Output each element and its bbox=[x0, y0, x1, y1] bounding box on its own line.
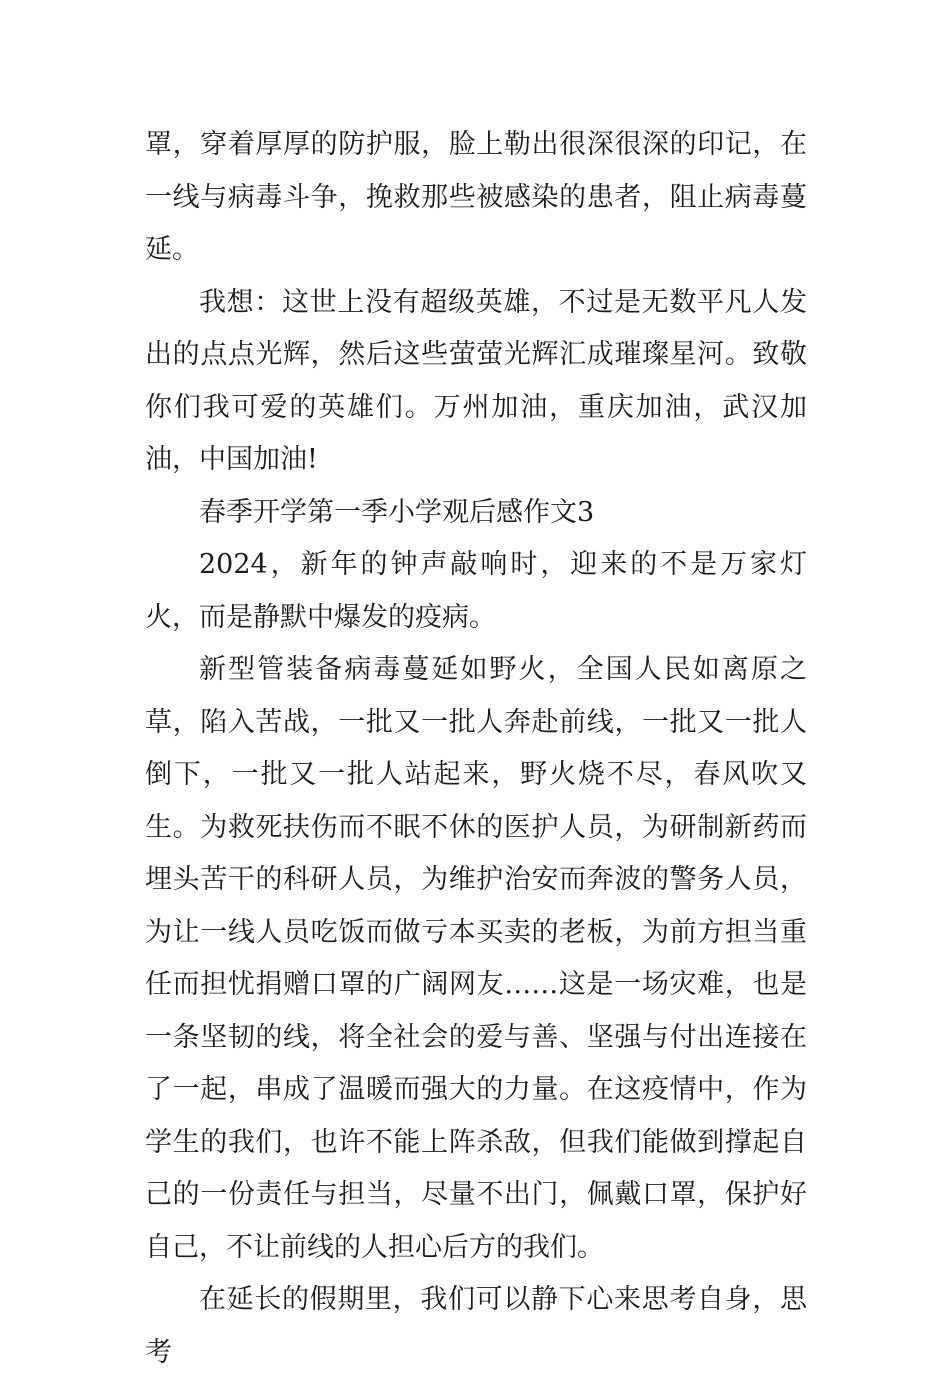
paragraph-4: 新型管装备病毒蔓延如野火，全国人民如离原之草，陷入苦战，一批又一批人奔赴前线，一批又一批人倒下，一批又一批人站起来，野火烧不尽，春风吹又生。为救死扶伤而不眠不休的医护人员，为研制新药而埋头苦干的科研人员，为维护治安而奔波的警务人员，为让一线人员吃饭而做亏本买卖的老板，为前方担当重任而担忧捐赠口罩的广阔网友……这是一场灾难，也是一条坚韧的线，将全社会的爱与善、坚强与付出连接在了一起，串成了温暖而强大的力量。在这疫情中，作为学生的我们，也许不能上阵杀敌，但我们能做到撑起自己的一份责任与担当，尽量不出门，佩戴口罩，保护好自己，不让前线的人担心后方的我们。 bbox=[145, 654, 807, 1263]
document-body bbox=[145, 119, 807, 1379]
paragraph-3: 2024，新年的钟声敲响时，迎来的不是万家灯火，而是静默中爆发的疫病。 bbox=[145, 549, 807, 633]
paragraph-1: 罩，穿着厚厚的防护服，脸上勒出很深很深的印记，在一线与病毒斗争，挽救那些被感染的患者，阻止病毒蔓延。 bbox=[145, 129, 807, 265]
paragraph-5: 在延长的假期里，我们可以静下心来思考自身，思考 bbox=[145, 1284, 807, 1368]
paragraph-2: 我想：这世上没有超级英雄，不过是无数平凡人发出的点点光辉，然后这些萤萤光辉汇成璀璨星河。致敬你们我可爱的英雄们。万州加油，重庆加油，武汉加油，中国加油! bbox=[145, 286, 807, 475]
section-heading: 春季开学第一季小学观后感作文3 bbox=[199, 496, 595, 528]
